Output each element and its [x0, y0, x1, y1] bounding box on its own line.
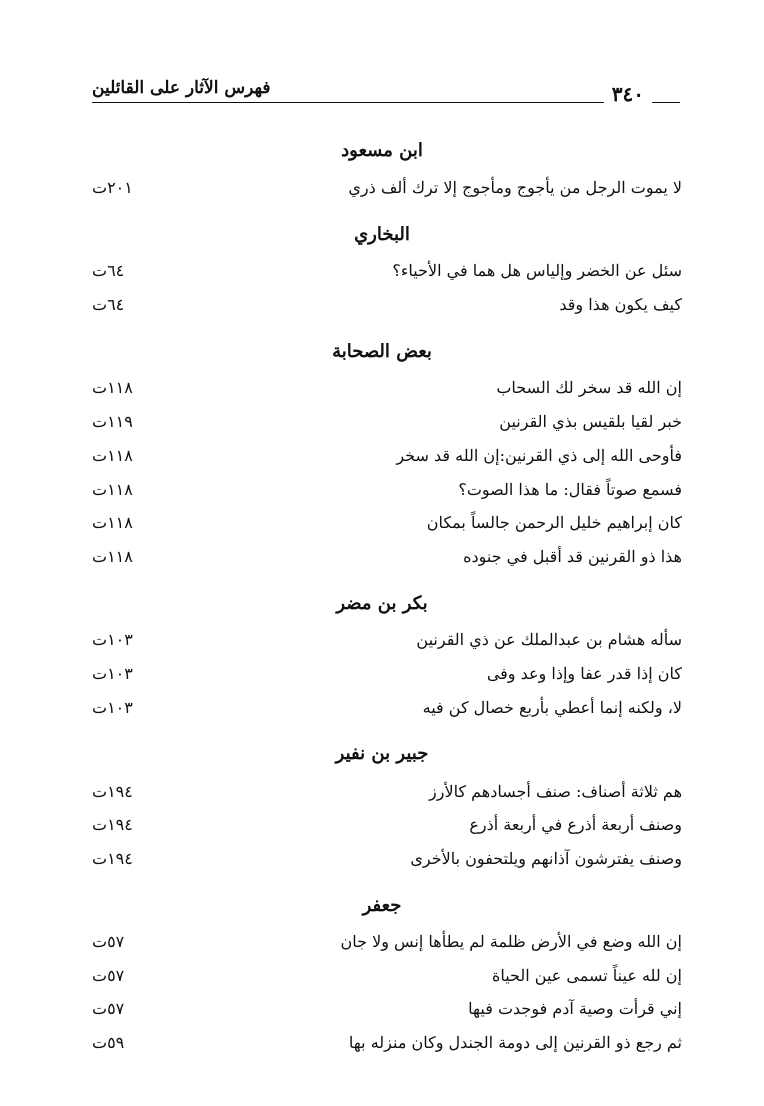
- entry-text: سئل عن الخضر وإلياس هل هما في الأحياء؟: [392, 261, 682, 280]
- entry-reference: ١١٨ت: [92, 446, 133, 465]
- index-entry: [92, 698, 682, 724]
- entry-text: ثم رجع ذو القرنين إلى دومة الجندل وكان منزله بها: [348, 1033, 682, 1052]
- entry-reference: ١٠٣ت: [92, 664, 133, 683]
- entry-reference: ١١٩ت: [92, 412, 133, 431]
- entry-reference: ٥٧ت: [92, 999, 125, 1018]
- entry-text: فسمع صوتاً فقال: ما هذا الصوت؟: [458, 480, 682, 499]
- entry-reference: ١٩٤ت: [92, 815, 133, 834]
- entry-reference: ١٩٤ت: [92, 849, 133, 868]
- entry-reference: ٢٠١ت: [92, 178, 133, 197]
- index-entry: [92, 630, 682, 656]
- entry-text: خبر لقيا بلقيس بذي القرنين: [499, 412, 682, 431]
- entry-text: هذا ذو القرنين قد أقبل في جنوده: [463, 547, 682, 566]
- index-entry: [92, 295, 682, 321]
- index-entry: [92, 513, 682, 539]
- entry-text: سأله هشام بن عبدالملك عن ذي القرنين: [416, 630, 682, 649]
- running-title: فهرس الآثار على القائلين: [92, 78, 278, 98]
- entry-text: هم ثلاثة أصناف: صنف أجسادهم كالأرز: [429, 782, 682, 801]
- entry-reference: ١١٨ت: [92, 513, 133, 532]
- section-title: البخاري: [354, 224, 410, 245]
- index-entry: [92, 261, 682, 287]
- index-entry: [92, 849, 682, 875]
- entry-reference: ٥٧ت: [92, 966, 125, 985]
- entry-text: فأوحى الله إلى ذي القرنين:إن الله قد سخر: [396, 446, 682, 465]
- section-title: ابن مسعود: [341, 140, 423, 161]
- index-entry: [92, 378, 682, 404]
- section-title: بعض الصحابة: [332, 341, 432, 362]
- index-entry: [92, 782, 682, 808]
- index-entry: [92, 412, 682, 438]
- entry-reference: ١١٨ت: [92, 480, 133, 499]
- entry-text: لا، ولكنه إنما أعطي بأربع خصال كن فيه: [422, 698, 682, 717]
- entry-text: إن الله قد سخر لك السحاب: [496, 378, 682, 397]
- entry-reference: ٦٤ت: [92, 295, 125, 314]
- entry-reference: ٥٩ت: [92, 1033, 125, 1052]
- section-title: جعفر: [362, 895, 402, 916]
- section-title: جبير بن نفير: [335, 743, 429, 764]
- entry-text: إن لله عيناً تسمى عين الحياة: [491, 966, 682, 985]
- entry-text: وصنف أربعة أذرع في أربعة أذرع: [469, 815, 682, 834]
- header-rule: [92, 102, 680, 103]
- section-title: بكر بن مضر: [336, 593, 428, 614]
- entry-reference: ١١٨ت: [92, 378, 133, 397]
- entry-text: إني قرأت وصية آدم فوجدت فيها: [468, 999, 682, 1018]
- entry-text: كان إبراهيم خليل الرحمن جالساً بمكان: [426, 513, 682, 532]
- entry-text: وصنف يفترشون آذانهم ويلتحفون بالأخرى: [410, 849, 682, 868]
- entry-reference: ٦٤ت: [92, 261, 125, 280]
- index-entry: [92, 178, 682, 204]
- index-entry: [92, 547, 682, 573]
- entry-text: إن الله وضع في الأرض ظلمة لم يطأها إنس ولا جان: [340, 932, 682, 951]
- index-entry: [92, 664, 682, 690]
- entry-reference: ١١٨ت: [92, 547, 133, 566]
- entry-reference: ١٩٤ت: [92, 782, 133, 801]
- page-header: [92, 78, 680, 104]
- entry-text: كيف يكون هذا وقد: [559, 295, 682, 314]
- entry-text: كان إذا قدر عفا وإذا وعد وفى: [486, 664, 682, 683]
- entry-reference: ١٠٣ت: [92, 698, 133, 717]
- index-entry: [92, 966, 682, 992]
- entry-reference: ٥٧ت: [92, 932, 125, 951]
- entry-text: لا يموت الرجل من يأجوج ومأجوج إلا ترك ألف ذري: [348, 178, 682, 197]
- index-entry: [92, 932, 682, 958]
- entry-reference: ١٠٣ت: [92, 630, 133, 649]
- index-entry: [92, 1033, 682, 1059]
- index-entry: [92, 480, 682, 506]
- index-entry: [92, 815, 682, 841]
- index-entry: [92, 446, 682, 472]
- index-entry: [92, 999, 682, 1025]
- page-number: ٣٤٠: [604, 82, 652, 106]
